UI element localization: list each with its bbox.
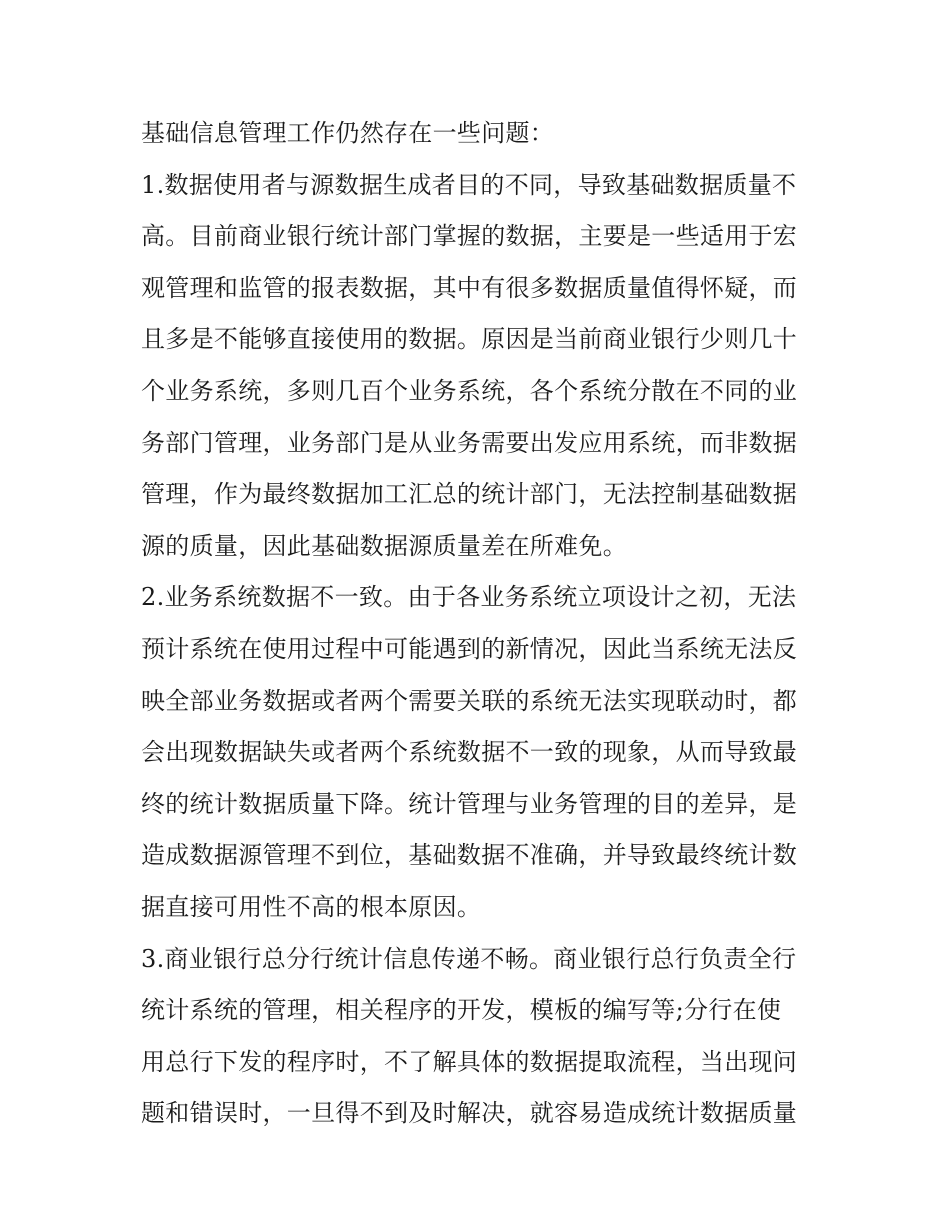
paragraph-1-line-2: 高。目前商业银行统计部门掌握的数据，主要是一些适用于宏 bbox=[141, 222, 798, 251]
paragraph-1-line-1: 1.数据使用者与源数据生成者目的不同，导致基础数据质量不 bbox=[141, 170, 797, 199]
paragraph-2-line-2: 预计系统在使用过程中可能遇到的新情况，因此当系统无法反 bbox=[141, 634, 798, 663]
paragraph-3-line-2: 统计系统的管理，相关程序的开发，模板的编写等;分行在使 bbox=[141, 996, 782, 1025]
paragraph-3-line-3: 用总行下发的程序时，不了解具体的数据提取流程，当出现问 bbox=[141, 1047, 798, 1076]
paragraph-3-line-4: 题和错误时，一旦得不到及时解决，就容易造成统计数据质量 bbox=[141, 1099, 798, 1128]
paragraph-1-line-4: 且多是不能够直接使用的数据。原因是当前商业银行少则几十 bbox=[141, 325, 798, 354]
paragraph-1-line-6: 务部门管理，业务部门是从业务需要出发应用系统，而非数据 bbox=[141, 428, 798, 457]
paragraph-1-line-3: 观管理和监管的报表数据，其中有很多数据质量值得怀疑，而 bbox=[141, 273, 798, 302]
paragraph-2-line-6: 造成数据源管理不到位，基础数据不准确，并导致最终统计数 bbox=[141, 841, 798, 870]
paragraph-1-line-5: 个业务系统，多则几百个业务系统，各个系统分散在不同的业 bbox=[141, 376, 798, 405]
paragraph-2-line-3: 映全部业务数据或者两个需要关联的系统无法实现联动时，都 bbox=[141, 686, 798, 715]
paragraph-2-line-7: 据直接可用性不高的根本原因。 bbox=[141, 892, 482, 921]
paragraph-3-line-1: 3.商业银行总分行统计信息传递不畅。商业银行总行负责全行 bbox=[141, 944, 797, 973]
paragraph-2-line-5: 终的统计数据质量下降。统计管理与业务管理的目的差异，是 bbox=[141, 789, 798, 818]
paragraph-2-line-1: 2.业务系统数据不一致。由于各业务系统立项设计之初，无法 bbox=[141, 583, 797, 612]
paragraph-1-line-7: 管理，作为最终数据加工汇总的统计部门，无法控制基础数据 bbox=[141, 480, 798, 509]
document-body bbox=[141, 108, 821, 1140]
paragraph-1-line-8: 源的质量，因此基础数据源质量差在所难免。 bbox=[141, 531, 627, 560]
intro-line: 基础信息管理工作仍然存在一些问题： bbox=[141, 119, 555, 147]
paragraph-2-line-4: 会出现数据缺失或者两个系统数据不一致的现象，从而导致最 bbox=[141, 738, 798, 767]
